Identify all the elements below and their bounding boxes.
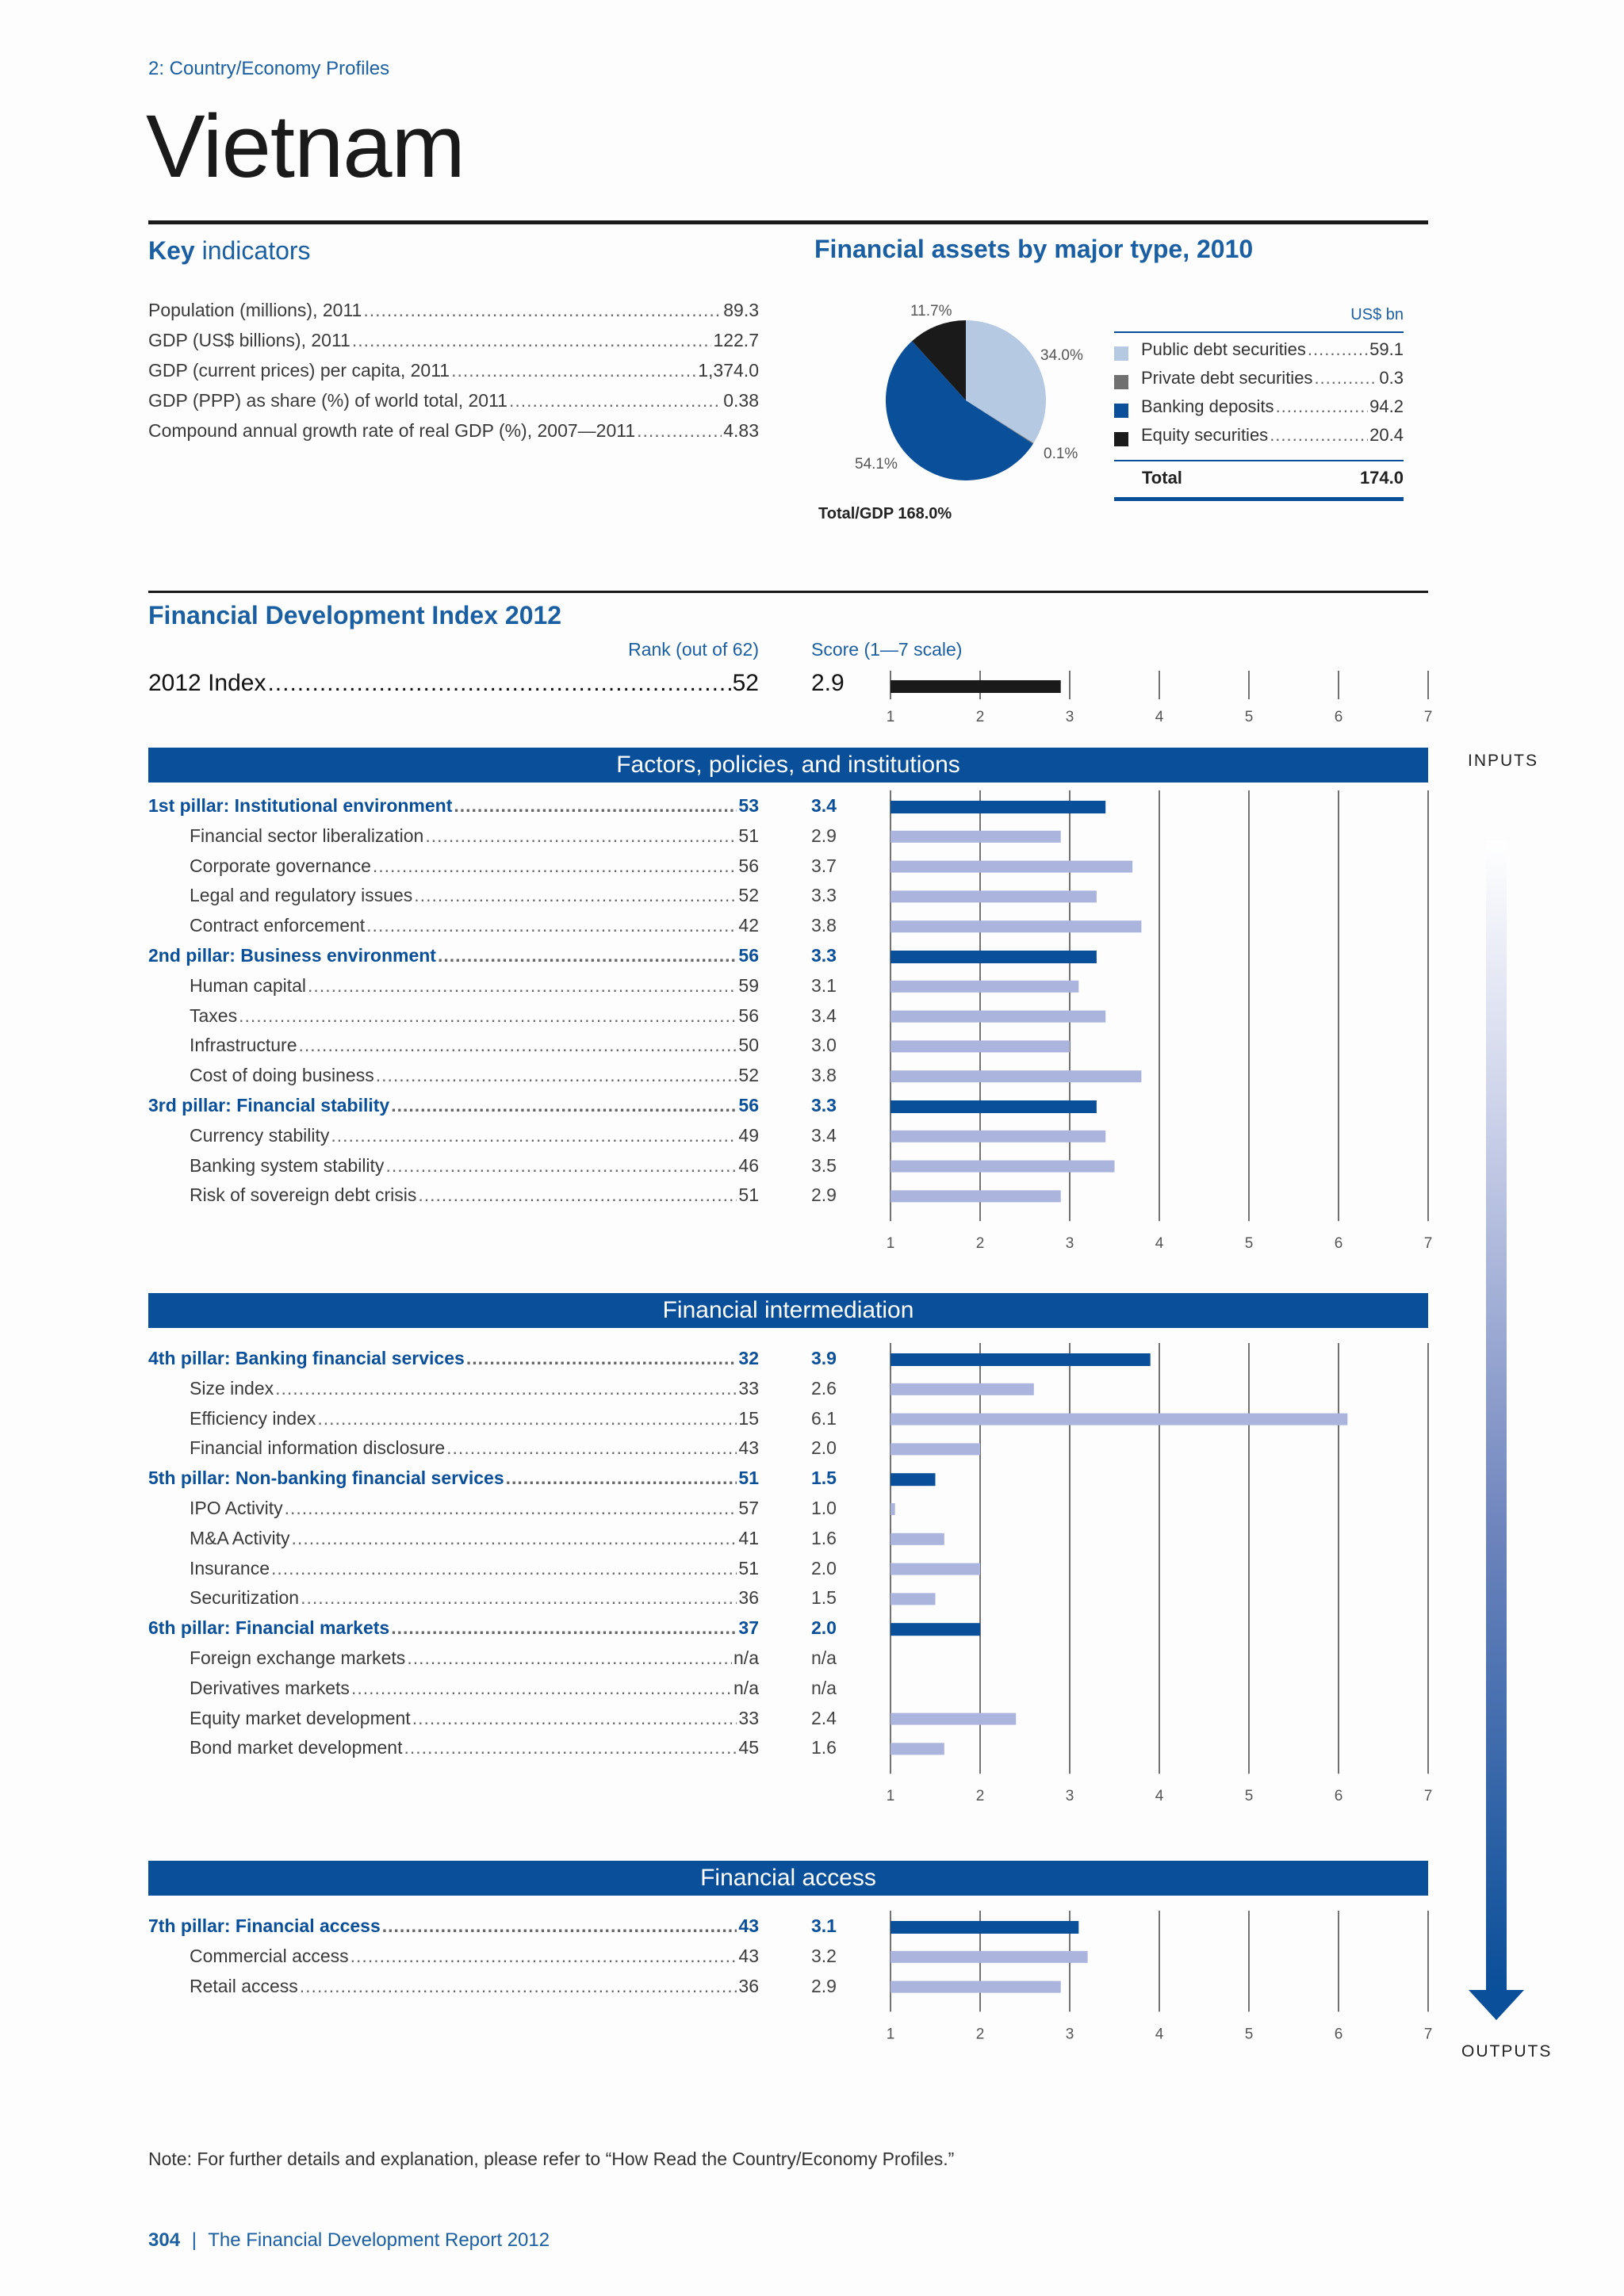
sub-indicator-bar — [891, 1743, 944, 1755]
leader-dots — [446, 1437, 737, 1459]
row-label: Risk of sovereign debt crisis — [190, 1184, 417, 1206]
row-score: 3.3 — [811, 1095, 837, 1115]
row-rank: 53 — [738, 795, 759, 816]
sub-indicator-bar — [891, 1131, 1105, 1142]
pillar-chart — [880, 1911, 1435, 2056]
leader-dots — [438, 945, 737, 966]
key-indicator-label: GDP (US$ billions), 2011 — [148, 330, 350, 350]
leader-dots — [637, 420, 722, 442]
axis-tick-label: 3 — [1065, 2026, 1074, 2043]
leader-dots — [407, 1647, 732, 1669]
footer-title: The Financial Development Report 2012 — [208, 2229, 550, 2251]
row-label: Corporate governance — [190, 855, 371, 876]
index-row — [148, 670, 759, 705]
row-rank: 51 — [738, 1468, 759, 1489]
key-indicator-row — [148, 330, 759, 360]
row-rank: 59 — [738, 974, 759, 996]
pillar-row — [148, 1348, 759, 1378]
axis-tick-label: 5 — [1244, 1788, 1254, 1805]
leader-dots — [1314, 368, 1377, 388]
sub-indicator-row — [148, 915, 759, 945]
row-rank: 45 — [738, 1737, 759, 1758]
row-score: 1.5 — [811, 1468, 837, 1489]
sub-indicator-row — [148, 825, 759, 855]
sub-indicator-row — [148, 1065, 759, 1095]
row-score: 3.1 — [811, 1915, 837, 1936]
axis-tick-label: 4 — [1155, 2026, 1164, 2043]
sub-indicator-bar — [891, 1981, 1061, 1993]
axis-tick-label: 1 — [886, 1235, 895, 1253]
axis-tick-label: 6 — [1334, 1788, 1343, 1805]
row-score: 3.1 — [811, 974, 837, 996]
pillar-row — [148, 1617, 759, 1647]
sub-indicator-bar — [891, 1593, 935, 1605]
sub-indicator-bar — [891, 1951, 1088, 1963]
row-label: Taxes — [190, 1004, 238, 1026]
key-indicator-label: GDP (PPP) as share (%) of world total, 2011 — [148, 390, 508, 411]
score-header: Score (1—7 scale) — [811, 639, 963, 660]
key-indicators-title-rest: indicators — [201, 236, 311, 265]
row-label: 7th pillar: Financial access — [148, 1915, 381, 1936]
row-score: 3.4 — [811, 795, 837, 816]
legend-item — [1114, 339, 1404, 368]
section-label: 2: Country/Economy Profiles — [148, 58, 390, 79]
row-label: 5th pillar: Non-banking financial services — [148, 1468, 504, 1489]
sub-indicator-bar — [891, 1383, 1034, 1395]
sub-indicator-row — [148, 1035, 759, 1065]
row-score: 3.8 — [811, 1065, 837, 1086]
sub-indicator-bar — [891, 1190, 1061, 1202]
leader-dots — [391, 1617, 737, 1639]
leader-dots — [404, 1737, 737, 1758]
row-label: Insurance — [190, 1557, 270, 1578]
row-score: 3.7 — [811, 855, 837, 876]
row-rank: 36 — [738, 1975, 759, 1996]
footer-separator: | — [191, 2229, 197, 2251]
key-indicator-label: GDP (current prices) per capita, 2011 — [148, 360, 450, 381]
legend-swatch — [1114, 404, 1128, 418]
row-label: Equity market development — [190, 1707, 411, 1728]
sub-indicator-row — [148, 1005, 759, 1035]
sub-indicator-bar — [891, 1011, 1105, 1023]
sub-indicator-bar — [891, 1503, 895, 1515]
sub-indicator-row — [148, 1378, 759, 1408]
row-label: Derivatives markets — [190, 1677, 350, 1698]
page-title: Vietnam — [146, 97, 465, 196]
axis-tick-label: 7 — [1423, 709, 1433, 725]
legend-total-rule — [1114, 460, 1404, 461]
axis-tick-label: 5 — [1244, 1235, 1254, 1253]
inputs-label: INPUTS — [1468, 752, 1539, 770]
note: Note: For further details and explanation, please refer to “How Read the Country/Economy Profiles.” — [148, 2149, 955, 2169]
row-rank: 56 — [738, 1004, 759, 1026]
axis-tick-label: 7 — [1423, 1788, 1433, 1805]
row-label: 4th pillar: Banking financial services — [148, 1348, 465, 1368]
row-score: 3.4 — [811, 1124, 837, 1146]
row-score: 3.4 — [811, 1004, 837, 1026]
row-score: n/a — [811, 1647, 837, 1668]
legend-label: Private debt securities — [1141, 368, 1313, 388]
sub-indicator-row — [148, 975, 759, 1005]
legend-label: Public debt securities — [1141, 339, 1306, 359]
row-rank: 33 — [738, 1707, 759, 1728]
row-rank: 37 — [738, 1617, 759, 1639]
axis-tick-label: 3 — [1065, 709, 1074, 725]
pillar-bar — [891, 951, 1097, 963]
sub-indicator-bar — [891, 1414, 1347, 1425]
key-indicator-row — [148, 390, 759, 420]
row-rank: 56 — [738, 945, 759, 966]
sub-indicator-bar — [891, 1443, 980, 1455]
key-indicator-value: 4.83 — [723, 420, 759, 441]
legend-swatch — [1114, 432, 1128, 446]
key-indicator-value: 89.3 — [723, 300, 759, 320]
leader-dots — [414, 885, 737, 906]
row-score: 2.6 — [811, 1377, 837, 1399]
row-score: 2.9 — [811, 825, 837, 846]
row-rank: 32 — [738, 1348, 759, 1368]
leader-dots — [376, 1065, 737, 1086]
leader-dots — [292, 1528, 737, 1549]
legend-swatch — [1114, 346, 1128, 361]
legend-label: Equity securities — [1141, 425, 1269, 445]
sub-indicator-row — [148, 1184, 759, 1215]
sub-indicator-row — [148, 885, 759, 915]
sub-indicator-bar — [891, 981, 1078, 993]
unit-label: US$ bn — [1350, 306, 1404, 323]
pillar-bar — [891, 1473, 935, 1486]
axis-tick-label: 4 — [1155, 1788, 1164, 1805]
legend-item — [1114, 396, 1404, 425]
row-score: 2.4 — [811, 1707, 837, 1728]
sub-indicator-row — [148, 1125, 759, 1155]
key-indicator-row — [148, 420, 759, 450]
row-label: Infrastructure — [190, 1035, 297, 1056]
leader-dots — [275, 1378, 737, 1399]
leader-dots — [239, 1005, 737, 1027]
leader-dots — [1270, 425, 1368, 446]
index-row-label: 2012 Index — [148, 670, 266, 696]
row-score: 3.3 — [811, 945, 837, 966]
pie-label-private: 0.1% — [1044, 446, 1078, 462]
row-rank: 33 — [738, 1377, 759, 1399]
leader-dots — [308, 975, 737, 997]
axis-tick-label: 1 — [886, 2026, 895, 2043]
leader-dots — [382, 1915, 737, 1937]
legend-label: Banking deposits — [1141, 396, 1274, 416]
legend-value: 94.2 — [1369, 396, 1404, 416]
pie-label-banking: 54.1% — [855, 456, 898, 473]
leader-dots — [317, 1408, 737, 1429]
row-label: Legal and regulatory issues — [190, 885, 413, 906]
sub-indicator-bar — [891, 1533, 944, 1545]
row-label: 1st pillar: Institutional environment — [148, 795, 453, 816]
sub-indicator-row — [148, 1528, 759, 1558]
row-score: 3.2 — [811, 1945, 837, 1966]
index-title: Financial Development Index 2012 — [148, 601, 562, 629]
key-indicator-value: 122.7 — [713, 330, 759, 350]
sub-indicator-row — [148, 1408, 759, 1438]
leader-dots — [425, 825, 737, 847]
key-indicators-title — [148, 236, 311, 266]
index-rule — [148, 591, 1428, 593]
sub-indicator-bar — [891, 1563, 980, 1575]
leader-dots — [301, 1587, 737, 1609]
row-rank: 43 — [738, 1945, 759, 1966]
sub-indicator-bar — [891, 1040, 1070, 1052]
sub-indicator-row — [148, 1708, 759, 1738]
leader-dots — [412, 1708, 737, 1729]
row-score: 3.5 — [811, 1154, 837, 1176]
pie-label-public: 34.0% — [1040, 347, 1083, 364]
row-label: 2nd pillar: Business environment — [148, 945, 436, 966]
leader-dots — [366, 915, 737, 936]
key-indicator-row — [148, 360, 759, 390]
row-label: Securitization — [190, 1587, 300, 1609]
row-rank: 51 — [738, 1557, 759, 1578]
axis-tick-label: 5 — [1244, 709, 1254, 725]
leader-dots — [351, 1678, 732, 1699]
pillar-bar — [891, 1353, 1151, 1366]
row-label: Financial sector liberalization — [190, 825, 424, 846]
key-indicator-value: 1,374.0 — [698, 360, 759, 381]
row-label: Contract enforcement — [190, 915, 366, 936]
sub-indicator-row — [148, 1976, 759, 2006]
sub-indicator-bar — [891, 920, 1141, 932]
axis-tick-label: 2 — [975, 709, 985, 725]
leader-dots — [1276, 396, 1369, 417]
pillar-row — [148, 795, 759, 825]
row-rank: 36 — [738, 1587, 759, 1609]
axis-tick-label: 7 — [1423, 2026, 1433, 2043]
leader-dots — [1308, 339, 1368, 360]
row-rank: 49 — [738, 1124, 759, 1146]
pillar-bar — [891, 1921, 1078, 1934]
legend-swatch — [1114, 375, 1128, 389]
section-header: Factors, policies, and institutions — [148, 748, 1428, 783]
index-row-dots — [267, 670, 730, 697]
pillar-bar — [891, 801, 1105, 813]
axis-tick-label: 5 — [1244, 2026, 1254, 2043]
row-label: Banking system stability — [190, 1154, 385, 1176]
leader-dots — [299, 1035, 737, 1056]
row-rank: 46 — [738, 1154, 759, 1176]
row-label: Efficiency index — [190, 1407, 316, 1429]
axis-tick-label: 4 — [1155, 1235, 1164, 1253]
leader-dots — [350, 1946, 737, 1967]
row-rank: 51 — [738, 825, 759, 846]
leader-dots — [352, 330, 712, 351]
row-rank: n/a — [733, 1677, 759, 1698]
axis-tick-label: 6 — [1334, 1235, 1343, 1253]
row-score: 2.0 — [811, 1617, 837, 1639]
row-label: M&A Activity — [190, 1527, 290, 1548]
top-rule — [148, 220, 1428, 224]
row-score: 1.6 — [811, 1737, 837, 1758]
key-indicator-label: Compound annual growth rate of real GDP (%), 2007—2011 — [148, 420, 636, 441]
key-indicator-value: 0.38 — [723, 390, 759, 411]
row-rank: n/a — [733, 1647, 759, 1668]
page-number: 304 — [148, 2229, 181, 2251]
row-label: 6th pillar: Financial markets — [148, 1617, 390, 1639]
row-score: 3.9 — [811, 1348, 837, 1368]
row-label: Size index — [190, 1377, 274, 1399]
index-bar — [891, 680, 1061, 693]
row-label: Commercial access — [190, 1945, 349, 1966]
leader-dots — [506, 1468, 737, 1489]
row-label: Bond market development — [190, 1737, 403, 1758]
row-rank: 42 — [738, 915, 759, 936]
leader-dots — [285, 1498, 737, 1519]
sub-indicator-row — [148, 1587, 759, 1617]
pillar-row — [148, 1095, 759, 1125]
row-score: 1.0 — [811, 1498, 837, 1518]
row-label: Foreign exchange markets — [190, 1647, 406, 1668]
row-score: 3.0 — [811, 1035, 837, 1056]
sub-indicator-bar — [891, 1713, 1016, 1725]
total-label: Total — [1142, 468, 1182, 488]
leader-dots — [509, 390, 722, 411]
row-rank: 43 — [738, 1915, 759, 1936]
leader-dots — [385, 1155, 737, 1177]
index-rank: 52 — [732, 670, 759, 696]
leader-dots — [454, 795, 737, 817]
row-label: Retail access — [190, 1975, 298, 1996]
section-header: Financial access — [148, 1861, 1428, 1896]
sub-indicator-bar — [891, 1070, 1141, 1082]
row-score: 1.6 — [811, 1527, 837, 1548]
financial-assets-title: Financial assets by major type, 2010 — [814, 235, 1254, 263]
sub-indicator-row — [148, 1558, 759, 1588]
legend-bottom-rule — [1114, 497, 1404, 501]
total-gdp-label: Total/GDP 168.0% — [818, 505, 952, 522]
sub-indicator-bar — [891, 861, 1132, 873]
key-indicators-title-bold: Key — [148, 236, 195, 265]
axis-tick-label: 6 — [1334, 709, 1343, 725]
axis-tick-label: 6 — [1334, 2026, 1343, 2043]
pillar-bar — [891, 1623, 980, 1636]
leader-dots — [271, 1558, 737, 1579]
row-score: 1.5 — [811, 1587, 837, 1609]
outputs-label: OUTPUTS — [1461, 2042, 1553, 2061]
pillar-chart — [880, 1343, 1435, 1818]
sub-indicator-row — [148, 1437, 759, 1468]
row-rank: 15 — [738, 1407, 759, 1429]
leader-dots — [331, 1125, 737, 1146]
row-score: 2.9 — [811, 1975, 837, 1996]
footer — [148, 2229, 550, 2252]
legend-value: 0.3 — [1379, 368, 1404, 388]
key-indicator-label: Population (millions), 2011 — [148, 300, 362, 320]
row-label: IPO Activity — [190, 1498, 283, 1518]
pillar-row — [148, 1468, 759, 1498]
axis-tick-label: 2 — [975, 1788, 985, 1805]
axis-tick-label: 2 — [975, 1235, 985, 1253]
axis-tick-label: 3 — [1065, 1788, 1074, 1805]
sub-indicator-row — [148, 1498, 759, 1528]
row-rank: 52 — [738, 885, 759, 906]
legend-top-rule — [1114, 331, 1404, 333]
axis-tick-label: 3 — [1065, 1235, 1074, 1253]
leader-dots — [300, 1976, 737, 1997]
row-rank: 56 — [738, 855, 759, 876]
sub-indicator-bar — [891, 1161, 1114, 1173]
inputs-outputs-arrow — [1465, 840, 1529, 2030]
index-score-chart — [880, 666, 1435, 729]
row-rank: 50 — [738, 1035, 759, 1056]
row-label: Cost of doing business — [190, 1065, 374, 1086]
row-score: n/a — [811, 1677, 837, 1698]
axis-tick-label: 1 — [886, 1788, 895, 1805]
leader-dots — [363, 300, 722, 321]
axis-tick-label: 1 — [886, 709, 895, 725]
leader-dots — [466, 1348, 737, 1369]
row-score: 6.1 — [811, 1407, 837, 1429]
pillar-bar — [891, 1100, 1097, 1113]
legend-item — [1114, 425, 1404, 453]
row-score: 2.9 — [811, 1184, 837, 1206]
row-score: 3.8 — [811, 915, 837, 936]
key-indicator-row — [148, 300, 759, 330]
row-score: 2.0 — [811, 1557, 837, 1578]
legend-item — [1114, 368, 1404, 396]
row-label: Financial information disclosure — [190, 1437, 446, 1459]
row-label: Human capital — [190, 974, 307, 996]
axis-tick-label: 4 — [1155, 709, 1164, 725]
leader-dots — [451, 360, 696, 381]
leader-dots — [391, 1095, 737, 1116]
row-label: Currency stability — [190, 1124, 330, 1146]
section-header: Financial intermediation — [148, 1293, 1428, 1328]
sub-indicator-row — [148, 1737, 759, 1767]
legend-value: 59.1 — [1369, 339, 1404, 359]
sub-indicator-row — [148, 1647, 759, 1678]
row-rank: 43 — [738, 1437, 759, 1459]
leader-dots — [418, 1184, 737, 1206]
row-label: 3rd pillar: Financial stability — [148, 1095, 390, 1115]
pie-label-equity: 11.7% — [910, 303, 952, 320]
rank-header: Rank (out of 62) — [628, 639, 759, 660]
leader-dots — [373, 855, 737, 877]
row-score: 3.3 — [811, 885, 837, 906]
row-rank: 57 — [738, 1498, 759, 1518]
row-score: 2.0 — [811, 1437, 837, 1459]
row-rank: 56 — [738, 1095, 759, 1115]
axis-tick-label: 7 — [1423, 1235, 1433, 1253]
index-score: 2.9 — [811, 670, 845, 696]
sub-indicator-bar — [891, 831, 1061, 843]
row-rank: 52 — [738, 1065, 759, 1086]
pillar-row — [148, 1915, 759, 1946]
sub-indicator-row — [148, 855, 759, 886]
sub-indicator-bar — [891, 890, 1097, 902]
pillar-chart — [880, 790, 1435, 1265]
sub-indicator-row — [148, 1946, 759, 1976]
total-value: 174.0 — [1359, 468, 1404, 488]
legend-value: 20.4 — [1369, 425, 1404, 445]
row-rank: 51 — [738, 1184, 759, 1206]
pillar-row — [148, 945, 759, 975]
row-rank: 41 — [738, 1527, 759, 1548]
sub-indicator-row — [148, 1155, 759, 1185]
sub-indicator-row — [148, 1678, 759, 1708]
axis-tick-label: 2 — [975, 2026, 985, 2043]
